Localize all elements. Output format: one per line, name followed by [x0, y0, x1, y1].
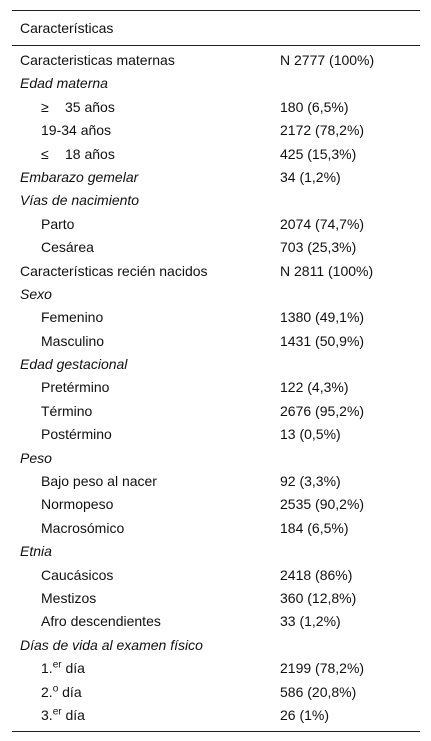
table-row — [12, 610, 420, 633]
row-label — [41, 236, 94, 259]
table-row — [12, 587, 420, 610]
row-label — [41, 657, 85, 680]
row-label-text: Femenino — [41, 309, 104, 326]
row-label-text: Masculino — [41, 332, 105, 349]
row-label — [20, 72, 108, 95]
row-label-text: 18 años — [65, 145, 115, 162]
table-row — [12, 470, 420, 493]
row-value: 13 (0,5%) — [280, 426, 341, 443]
row-label-text: Afro descendientes — [41, 613, 161, 630]
row-label-text: Edad materna — [20, 75, 108, 92]
table-row — [12, 166, 420, 189]
row-label — [41, 423, 112, 446]
table-row — [12, 447, 420, 470]
table-row — [12, 423, 420, 446]
ordinal-superscript: er — [52, 706, 62, 718]
row-label-text: 19-34 años — [41, 122, 112, 139]
row-label-text: Días de vida al examen físico — [20, 636, 203, 653]
row-label — [20, 166, 138, 189]
row-label — [20, 353, 127, 376]
table-row — [12, 493, 420, 516]
row-label — [41, 143, 115, 166]
row-label — [20, 447, 52, 470]
row-label — [20, 260, 208, 283]
row-label — [41, 564, 113, 587]
row-value: 2418 (86%) — [280, 566, 353, 583]
row-value: N 2777 (100%) — [280, 52, 375, 68]
row-label — [20, 49, 175, 72]
row-value: 2074 (74,7%) — [280, 215, 365, 232]
row-label-text: Edad gestacional — [20, 356, 128, 373]
table-row — [12, 376, 420, 399]
ordinal-superscript: er — [52, 659, 62, 671]
table-row — [12, 634, 420, 657]
table-row — [12, 119, 420, 142]
row-label — [41, 306, 103, 329]
row-label-text: 2. — [41, 683, 53, 700]
row-label-text: Embarazo gemelar — [20, 168, 139, 185]
table-row — [12, 657, 420, 680]
table-row — [12, 330, 420, 353]
row-label-text: Etnia — [20, 543, 52, 560]
table-row — [12, 49, 420, 72]
row-label-suffix: día — [61, 706, 85, 723]
table-bottom-rule — [12, 731, 420, 732]
table-row — [12, 564, 420, 587]
table-row — [12, 283, 420, 306]
row-label-text: 3. — [41, 706, 53, 723]
row-value: 1431 (50,9%) — [280, 332, 365, 349]
row-value: 586 (20,8%) — [280, 683, 357, 700]
characteristics-table — [12, 10, 420, 732]
table-row — [12, 72, 420, 95]
row-label-text: Peso — [20, 449, 52, 466]
row-label-text: Término — [41, 402, 93, 419]
row-label-text: Bajo peso al nacer — [41, 473, 157, 490]
row-label — [20, 634, 203, 657]
comparison-symbol: ≤ — [41, 145, 49, 162]
row-value: 33 (1,2%) — [280, 613, 341, 630]
table-row — [12, 306, 420, 329]
row-label-text: Sexo — [20, 285, 52, 302]
row-label — [41, 96, 115, 119]
row-label — [41, 470, 157, 493]
row-value: 26 (1%) — [280, 706, 330, 723]
row-label-text: Pretérmino — [41, 379, 110, 396]
table-row — [12, 189, 420, 212]
row-label-text: 35 años — [65, 98, 115, 115]
row-label — [20, 189, 139, 212]
row-value: 2676 (95,2%) — [280, 402, 365, 419]
row-label — [20, 283, 52, 306]
table-row — [12, 681, 420, 704]
row-label-text: Caucásicos — [41, 566, 114, 583]
row-label — [41, 681, 82, 704]
row-value: 2535 (90,2%) — [280, 496, 365, 513]
ordinal-superscript: o — [52, 682, 59, 694]
row-value: 425 (15,3%) — [280, 145, 357, 162]
row-value: 184 (6,5%) — [280, 519, 349, 536]
row-label-suffix: día — [58, 683, 82, 700]
row-label-text: Postérmino — [41, 426, 112, 443]
table-row — [12, 96, 420, 119]
table-row — [12, 704, 420, 727]
table-row — [12, 353, 420, 376]
row-label-text: Caracteristicas maternas — [20, 52, 175, 68]
table-header: Características — [20, 20, 114, 36]
row-label — [41, 119, 111, 142]
row-value: 2199 (78,2%) — [280, 660, 365, 677]
table-row — [12, 260, 420, 283]
row-label-text: Características recién nacidos — [20, 262, 208, 279]
row-value: 122 (4,3%) — [280, 379, 349, 396]
row-label — [41, 213, 74, 236]
table-row — [12, 400, 420, 423]
row-value: 703 (25,3%) — [280, 239, 357, 256]
row-label-text: 1. — [41, 660, 53, 677]
table-body — [12, 49, 420, 727]
row-label-suffix: día — [61, 660, 85, 677]
row-label — [41, 610, 161, 633]
table-row — [12, 540, 420, 563]
row-label-text: Macrosómico — [41, 519, 125, 536]
row-label-text: Normopeso — [41, 496, 114, 513]
row-label — [41, 400, 92, 423]
row-value: 2172 (78,2%) — [280, 122, 365, 139]
row-label — [20, 540, 52, 563]
row-label — [41, 330, 104, 353]
table-row — [12, 517, 420, 540]
row-value: 360 (12,8%) — [280, 589, 357, 606]
row-label-text: Cesárea — [41, 239, 94, 256]
table-row — [12, 213, 420, 236]
table-row — [12, 143, 420, 166]
row-label-text: Parto — [41, 215, 75, 232]
row-value: N 2811 (100%) — [280, 262, 374, 279]
row-label — [41, 704, 85, 727]
row-label — [41, 376, 109, 399]
row-value: 92 (3,3%) — [280, 473, 341, 490]
table-row — [12, 236, 420, 259]
comparison-symbol: ≥ — [41, 98, 49, 115]
row-label — [41, 587, 96, 610]
row-label-text: Mestizos — [41, 589, 97, 606]
row-value: 1380 (49,1%) — [280, 309, 365, 326]
row-value: 34 (1,2%) — [280, 168, 341, 185]
row-value: 180 (6,5%) — [280, 98, 349, 115]
row-label — [41, 493, 113, 516]
row-label-text: Vías de nacimiento — [20, 192, 140, 209]
row-label — [41, 517, 124, 540]
